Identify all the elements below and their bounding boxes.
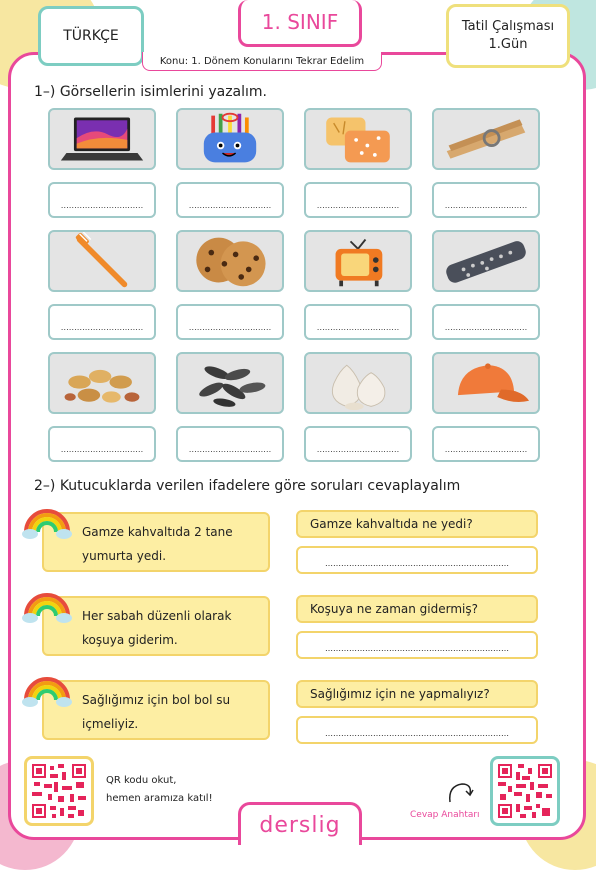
statement-box-3: Sağlığımız için bol bol su içmeliyiz.	[42, 680, 270, 740]
cap-image	[432, 352, 540, 414]
pencil-case-image	[176, 108, 284, 170]
answer-box-12[interactable]: …………………….……	[432, 426, 540, 462]
day-tag-line2: 1.Gün	[488, 37, 528, 52]
answer-box-6[interactable]: …………………….……	[176, 304, 284, 340]
answer-box-9[interactable]: …………………….……	[48, 426, 156, 462]
answer-box-10[interactable]: …………………….……	[176, 426, 284, 462]
statement-box-1: Gamze kahvaltıda 2 tane yumurta yedi.	[42, 512, 270, 572]
television-image	[304, 230, 412, 292]
qr-code-icon	[496, 762, 554, 820]
rainbow-icon	[22, 672, 72, 708]
clothespin-image	[432, 108, 540, 170]
cookies-image	[176, 230, 284, 292]
qr-code-answer-key[interactable]	[490, 756, 560, 826]
answer-line-2[interactable]: ……………………………………………………………	[296, 631, 538, 659]
answer-box-5[interactable]: …………………….……	[48, 304, 156, 340]
qr-caption-line1: QR kodu okut,	[106, 775, 177, 786]
answer-box-7[interactable]: …………………….……	[304, 304, 412, 340]
answer-box-11[interactable]: …………………….……	[304, 426, 412, 462]
answer-box-4[interactable]: …………………….……	[432, 182, 540, 218]
section1-title: 1–) Görsellerin isimlerini yazalım.	[34, 84, 267, 100]
rainbow-icon	[22, 588, 72, 624]
curved-arrow-icon	[446, 780, 476, 806]
day-tag	[446, 4, 570, 68]
question-box-1: Gamze kahvaltıda ne yedi?	[296, 510, 538, 538]
subject-tag: TÜRKÇE	[38, 6, 144, 66]
answer-box-3[interactable]: …………………….……	[304, 182, 412, 218]
statement-box-2: Her sabah düzenli olarak koşuya giderim.	[42, 596, 270, 656]
day-tag-line1: Tatil Çalışması	[461, 19, 555, 34]
section2-title: 2–) Kutucuklarda verilen ifadelere göre soruları cevaplayalım	[34, 478, 461, 494]
qr-code-join[interactable]	[24, 756, 94, 826]
grade-tag: 1. SINIF	[238, 0, 362, 47]
qr-code-icon	[30, 762, 88, 820]
peanuts-image	[48, 352, 156, 414]
pillows-image	[304, 108, 412, 170]
answer-line-1[interactable]: ……………………………………………………………	[296, 546, 538, 574]
question-box-3: Sağlığımız için ne yapmalıyız?	[296, 680, 538, 708]
rainbow-icon	[22, 504, 72, 540]
remote-control-image	[432, 230, 540, 292]
qr-caption	[106, 772, 213, 808]
answer-key-label: Cevap Anahtarı	[410, 810, 480, 820]
sunflower-seeds-image	[176, 352, 284, 414]
qr-caption-line2: hemen aramıza katıl!	[106, 793, 213, 804]
question-box-2: Koşuya ne zaman gidermiş?	[296, 595, 538, 623]
toothbrush-image	[48, 230, 156, 292]
answer-line-3[interactable]: ……………………………………………………………	[296, 716, 538, 744]
garlic-image	[304, 352, 412, 414]
answer-box-8[interactable]: …………………….……	[432, 304, 540, 340]
answer-box-2[interactable]: …………………….……	[176, 182, 284, 218]
brand-logo: derslig	[238, 802, 362, 845]
laptop-image	[48, 108, 156, 170]
answer-box-1[interactable]: …………………….……	[48, 182, 156, 218]
topic-banner: Konu: 1. Dönem Konularını Tekrar Edelim	[142, 52, 382, 71]
